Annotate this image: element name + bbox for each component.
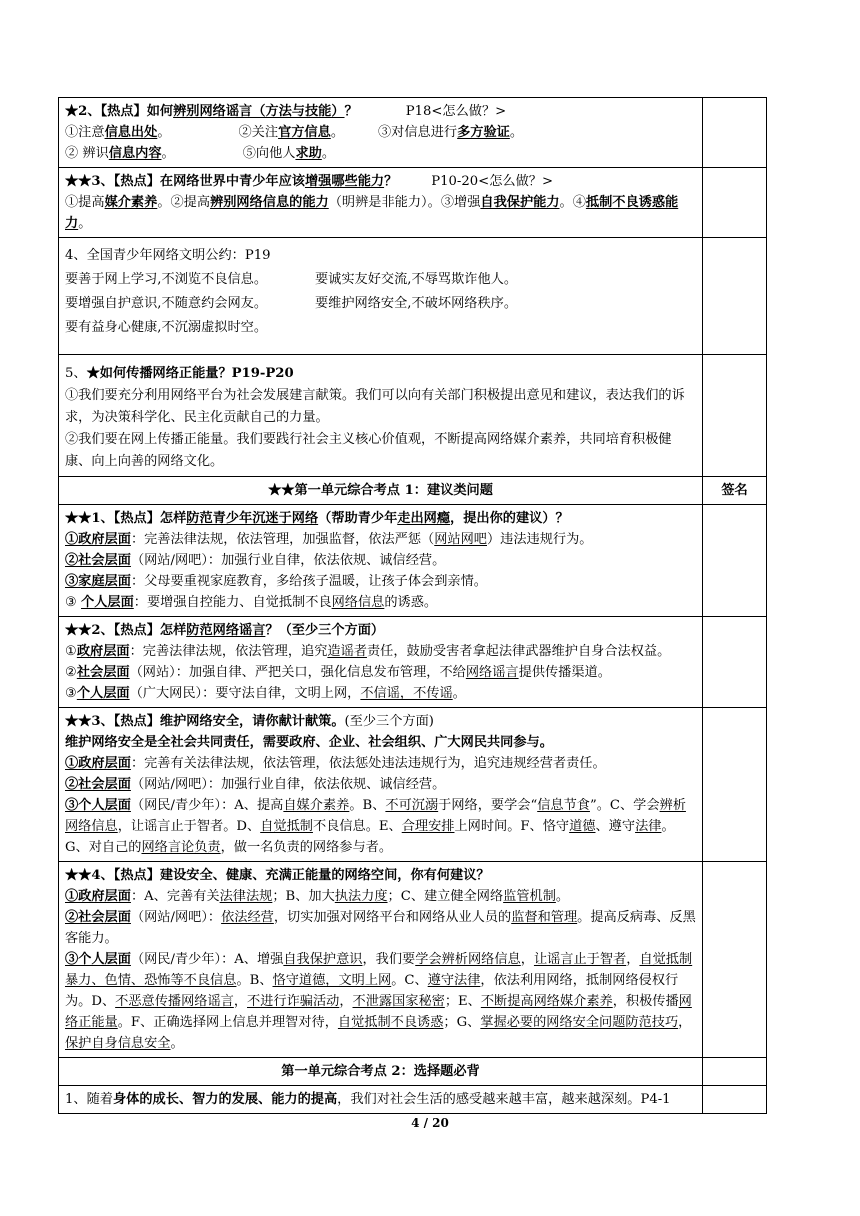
answer-line: ①注意信息出处。 ②关注官方信息。 ③对信息进行多方验证。	[65, 125, 524, 140]
question-title: ★2、【热点】如何辨别网络谣言（方法与技能）？ P18<怎么做？>	[65, 104, 507, 119]
section-header-2	[59, 1058, 767, 1086]
answer-line: ③个人层面（网民/青少年）：A、提高自媒介素养。B、不可沉溺于网络，要学会“信息节食”。C、学会辨析网络信息，让谣言止于智者。D、自觉抵制不良信息。E、合理安排上网时间。F、恪守道德、遵守法律。G、对自己的网络言论负责，做一名负责的网络参与者。	[65, 798, 686, 855]
answer-line: ②社会层面（网站/网吧）：加强行业自律，依法依规、诚信经营。	[65, 553, 446, 568]
row-content	[59, 617, 703, 708]
pact-item: 要增强自护意识,不随意约会网友。	[65, 296, 268, 311]
row-content	[59, 355, 703, 477]
sign-cell	[703, 505, 767, 617]
pact-item: 要善于网上学习,不浏览不良信息。	[65, 272, 268, 287]
row-content	[59, 862, 703, 1058]
answer-line: ①政府层面：完善有关法律法规，依法管理，依法惩处违法违规行为，追究违规经营者责任。	[65, 756, 606, 771]
intro-line: 维护网络安全是全社会共同责任，需要政府、企业、社会组织、广大网民共同参与。	[65, 735, 553, 750]
answer-line: ③个人层面（网民/青少年）：A、增强自我保护意识，我们要学会辨析网络信息，让谣言止于智者，自觉抵制暴力、色情、恐怖等不良信息。B、恪守道德，文明上网。C、遵守法律，依法利用网络，抵制网络侵权行为。D、不恶意传播网络谣言，不进行诈骗活动，不泄露国家秘密；E、不断提高网络媒介素养，积极传播网络正能量。F、正确选择网上信息并理智对待，自觉抵制不良诱惑；G、掌握必要的网络安全问题防范技巧，保护自身信息安全。	[65, 952, 693, 1051]
row-healthy-cyberspace	[59, 862, 767, 1058]
section-title: ★★第一单元综合考点 1：建议类问题	[59, 477, 703, 505]
sign-cell	[703, 862, 767, 1058]
row-content	[59, 505, 703, 617]
sign-cell	[703, 238, 767, 355]
question-title: 5、★如何传播网络正能量？P19-P20	[65, 366, 294, 381]
question-title: ★★4、【热点】建设安全、健康、充满正能量的网络空间，你有何建议？	[65, 868, 490, 883]
row-prevent-addiction	[59, 505, 767, 617]
sign-cell	[703, 708, 767, 862]
sign-cell	[703, 98, 767, 168]
answer-paragraph: ①我们要充分利用网络平台为社会发展建言献策。我们可以向有关部门积极提出意见和建议，表达我们的诉求，为决策科学化、民主化贡献自己的力量。	[65, 388, 685, 425]
pact-item: 要有益身心健康,不沉溺虚拟时空。	[65, 320, 268, 335]
answer-line: ③ 个人层面：要增强自控能力、自觉抵制不良网络信息的诱惑。	[65, 595, 438, 610]
question-title: ★★3、【热点】在网络世界中青少年应该增强哪些能力？ P10-20<怎么做？>	[65, 174, 554, 189]
answer-line: ①政府层面：A、完善有关法律法规；B、加大执法力度；C、建立健全网络监管机制。	[65, 889, 570, 904]
answer-text: 1、随着身体的成长、智力的发展、能力的提高，我们对社会生活的感受越来越丰富，越来越深刻。P4-1	[65, 1092, 671, 1107]
answer-line: ②社会层面（网站/网吧）：加强行业自律，依法依规、诚信经营。	[65, 777, 446, 792]
page-number: 4 / 20	[411, 1116, 449, 1130]
sign-cell	[703, 355, 767, 477]
section-title: 第一单元综合考点 2：选择题必背	[59, 1058, 703, 1086]
answer-text: ①提高媒介素养。②提高辨别网络信息的能力（明辨是非能力）。③增强自我保护能力。④抵制不良诱惑能力。	[65, 195, 679, 231]
pact-grid	[65, 268, 696, 340]
row-positive-energy	[59, 355, 767, 477]
answer-line: ②社会层面（网站/网吧）：依法经营，切实加强对网络平台和网络从业人员的监督和管理。提高反病毒、反黑客能力。	[65, 910, 696, 946]
sign-cell	[703, 1058, 767, 1086]
row-content	[59, 708, 703, 862]
row-content	[59, 98, 703, 168]
section-header-1	[59, 477, 767, 505]
row-prevent-rumors	[59, 617, 767, 708]
pact-item: 要维护网络安全,不破坏网络秩序。	[315, 296, 518, 311]
row-choice-1	[59, 1086, 767, 1114]
row-identify-rumors	[59, 98, 767, 168]
answer-line: ② 辨识信息内容。 ⑤向他人求助。	[65, 146, 336, 161]
row-content	[59, 168, 703, 238]
sign-header: 签名	[703, 477, 767, 505]
row-civility-pact	[59, 238, 767, 355]
answer-line: ②社会层面（网站）：加强自律、严把关口，强化信息发布管理，不给网络谣言提供传播渠道。	[65, 665, 611, 680]
row-content	[59, 238, 703, 355]
sign-cell	[703, 1086, 767, 1114]
study-table	[58, 97, 767, 1114]
sign-cell	[703, 617, 767, 708]
row-content	[59, 1086, 703, 1114]
row-network-security	[59, 708, 767, 862]
answer-paragraph: ②我们要在网上传播正能量。我们要践行社会主义核心价值观，不断提高网络媒介素养，共同培育积极健康、向上向善的网络文化。	[65, 432, 672, 469]
question-title: ★★3、【热点】维护网络安全，请你献计献策。(至少三个方面)	[65, 714, 434, 729]
pact-item: 要诚实友好交流,不辱骂欺诈他人。	[315, 272, 518, 287]
question-title: ★★1、【热点】怎样防范青少年沉迷于网络（帮助青少年走出网瘾，提出你的建议）？	[65, 511, 569, 526]
question-title: ★★2、【热点】怎样防范网络谣言？（至少三个方面）	[65, 623, 385, 638]
question-title: 4、全国青少年网络文明公约：P19	[65, 248, 271, 263]
answer-line: ①政府层面：完善法律法规，依法管理，追究造谣者责任，鼓励受害者拿起法律武器维护自身合法权益。	[65, 644, 671, 659]
answer-line: ③家庭层面：父母要重视家庭教育，多给孩子温暖，让孩子体会到亲情。	[65, 574, 487, 589]
answer-line: ①政府层面：完善法律法规，依法管理，加强监督，依法严惩（网站网吧）违法违规行为。	[65, 532, 593, 547]
row-youth-abilities	[59, 168, 767, 238]
sign-cell	[703, 168, 767, 238]
answer-line: ③个人层面（广大网民）：要守法自律，文明上网，不信谣，不传谣。	[65, 686, 466, 701]
